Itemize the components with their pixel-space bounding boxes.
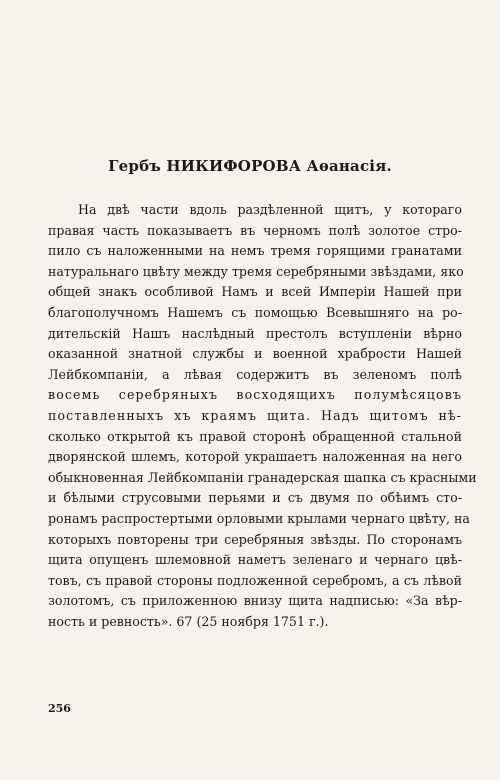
text-line: благополучномъ Нашемъ съ помощью Всевышняго на ро-	[48, 304, 462, 320]
page-number: 256	[48, 702, 71, 715]
text-line: пило съ наложенными на немъ тремя горящими гранатами	[48, 243, 462, 259]
document-title: Гербъ НИКИФОРОВА Аѳанасія.	[108, 157, 392, 175]
text-line: правая часть показываетъ въ черномъ полѣ золотое стро-	[48, 222, 462, 238]
text-line: общей знакъ особливой Намъ и всей Имперіи Нашей при	[48, 284, 462, 300]
text-line: ность и ревность». 67 (25 ноября 1751 г.).	[48, 613, 329, 629]
text-line: оказанной знатной службы и военной храбрости Нашей	[48, 346, 462, 362]
text-line: золотомъ, съ приложенною внизу щита надписью: «За вѣр-	[48, 593, 462, 609]
text-line: обыкновенная Лейбкомпаніи гранадерская шапка съ красными	[48, 469, 477, 485]
text-line: товъ, съ правой стороны подложенной серебромъ, а съ лѣвой	[48, 572, 462, 588]
text-line: сколько открытой къ правой сторонѣ обращенной стальной	[48, 428, 462, 444]
body-text	[48, 200, 477, 632]
text-line: щита опущенъ шлемовной наметъ зеленаго и чернаго цвѣ-	[48, 552, 462, 568]
text-line: дительскій Нашъ наслѣдный престолъ вступленіи вѣрно	[48, 325, 462, 341]
text-line: поставленныхъ хъ краямъ щита. Надъ щитомъ нѣ-	[48, 407, 462, 423]
text-line: которыхъ повторены три серебряныя звѣзды. По сторонамъ	[48, 531, 462, 547]
text-line: восемь серебряныхъ восходящихъ полумѣсяцовъ	[48, 387, 462, 403]
text-line: натуральнаго цвѣту между тремя серебряными звѣздами, яко	[48, 263, 464, 279]
text-line: Лейбкомпаніи, а лѣвая содержитъ въ зеленомъ полѣ	[48, 366, 462, 382]
text-line: На двѣ части вдоль раздѣленной щитъ, у котораго	[78, 202, 462, 217]
text-line: и бѣлыми струсовыми перьями и съ двумя по обѣимъ сто-	[48, 490, 462, 506]
text-line: ронамъ распростертыми орловыми крылами чернаго цвѣту, на	[48, 510, 470, 526]
text-line: дворянской шлемъ, которой украшаетъ наложенная на него	[48, 449, 462, 465]
